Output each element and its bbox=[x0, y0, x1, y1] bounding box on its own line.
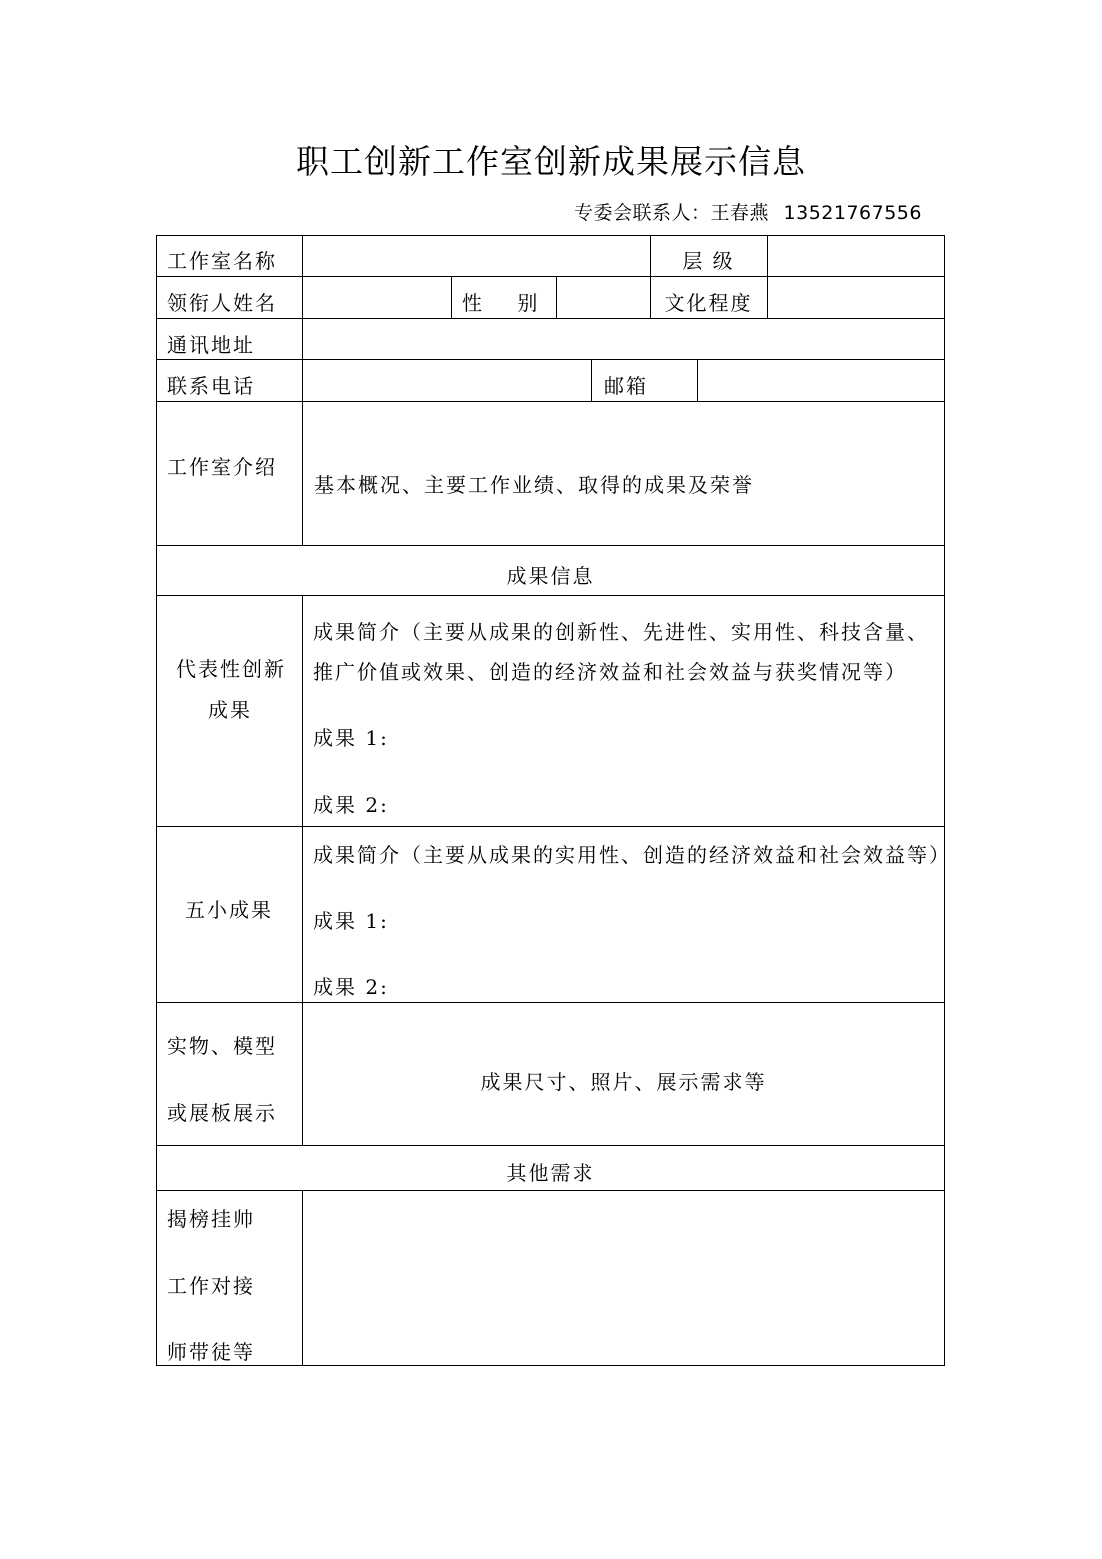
other-requirements-field[interactable] bbox=[303, 1191, 944, 1365]
level-field[interactable] bbox=[768, 236, 944, 276]
gender-field[interactable] bbox=[557, 277, 650, 318]
other-section-title: 其他需求 bbox=[506, 1160, 595, 1185]
education-field[interactable] bbox=[768, 277, 944, 318]
grid-line bbox=[156, 1365, 945, 1366]
address-label: 通讯地址 bbox=[167, 332, 255, 357]
five-small-achievement-label: 五小成果 bbox=[185, 898, 273, 922]
studio-name-label: 工作室名称 bbox=[167, 248, 277, 273]
other-label-line2: 工作对接 bbox=[167, 1274, 255, 1298]
intro-label: 工作室介绍 bbox=[167, 455, 277, 479]
other-requirements-label bbox=[156, 1191, 302, 1365]
representative-hint-line1: 成果简介（主要从成果的创新性、先进性、实用性、科技含量、 bbox=[313, 620, 929, 644]
grid-line bbox=[944, 235, 945, 1366]
leader-name-label: 领衔人姓名 bbox=[167, 290, 277, 315]
email-label: 邮箱 bbox=[604, 373, 648, 398]
five-small-item1: 成果 1: bbox=[313, 909, 389, 933]
leader-name-field[interactable] bbox=[303, 277, 451, 318]
representative-achievement-field[interactable] bbox=[303, 596, 944, 826]
address-field[interactable] bbox=[303, 319, 944, 359]
other-label-line3: 师带徒等 bbox=[167, 1340, 255, 1364]
studio-name-field[interactable] bbox=[303, 236, 650, 276]
page-title: 职工创新工作室创新成果展示信息 bbox=[296, 142, 806, 181]
five-small-achievement-field[interactable] bbox=[303, 827, 951, 1002]
contact-phone: 13521767556 bbox=[783, 202, 922, 224]
gender-label: 性 别 bbox=[462, 290, 540, 315]
phone-label: 联系电话 bbox=[167, 373, 255, 398]
representative-label-line2: 成果 bbox=[208, 698, 252, 722]
achievements-section-title: 成果信息 bbox=[506, 564, 595, 588]
phone-field[interactable] bbox=[303, 360, 591, 401]
display-field[interactable]: 成果尺寸、照片、展示需求等 bbox=[480, 1069, 767, 1094]
contact-line bbox=[574, 198, 922, 228]
representative-item1: 成果 1: bbox=[313, 726, 389, 750]
five-small-hint: 成果简介（主要从成果的实用性、创造的经济效益和社会效益等） bbox=[313, 843, 951, 867]
level-label: 层 级 bbox=[682, 248, 735, 273]
email-field[interactable] bbox=[698, 360, 944, 401]
display-label-line1: 实物、模型 bbox=[167, 1034, 277, 1058]
display-label bbox=[156, 1003, 302, 1145]
intro-field[interactable]: 基本概况、主要工作业绩、取得的成果及荣誉 bbox=[314, 473, 754, 497]
representative-label-line1: 代表性创新 bbox=[176, 657, 286, 681]
other-label-line1: 揭榜挂帅 bbox=[167, 1207, 255, 1231]
five-small-item2: 成果 2: bbox=[313, 975, 389, 999]
contact-label: 专委会联系人：王春燕 bbox=[573, 202, 769, 224]
education-label: 文化程度 bbox=[664, 290, 753, 315]
representative-hint-line2: 推广价值或效果、创造的经济效益和社会效益与获奖情况等） bbox=[313, 660, 907, 684]
display-label-line2: 或展板展示 bbox=[167, 1101, 277, 1125]
achievement-form bbox=[156, 235, 951, 1366]
representative-achievement-label bbox=[156, 596, 302, 826]
representative-item2: 成果 2: bbox=[313, 793, 389, 817]
